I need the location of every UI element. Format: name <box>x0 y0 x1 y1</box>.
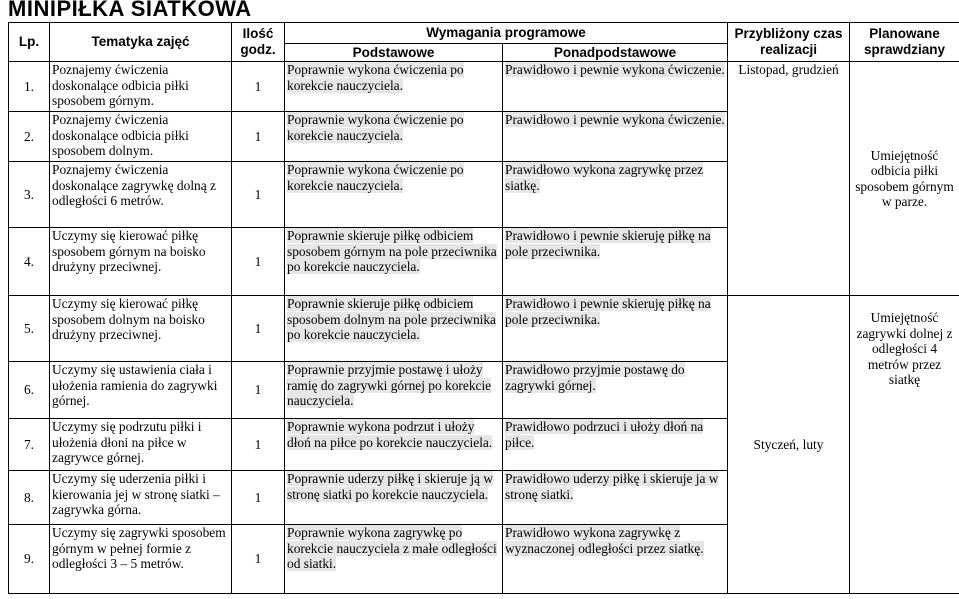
row-qty: 1 <box>232 419 285 471</box>
row-topic: Uczymy się ustawienia ciała i ułożenia ramienia do zagrywki górnej. <box>50 362 232 419</box>
header-lp: Lp. <box>9 23 50 62</box>
time-group-2: Styczeń, luty <box>728 296 850 594</box>
basic-text: Poprawnie przyjmie postawę i ułoży ramię do zagrywki górnej po korekcie nauczyciela. <box>287 362 492 408</box>
advanced-text: Prawidłowo i pewnie skieruję piłkę na pole przeciwnika. <box>505 296 711 327</box>
row-qty: 1 <box>232 296 285 362</box>
row-number: 4. <box>9 228 50 296</box>
header-checks: Planowane sprawdziany <box>850 23 959 62</box>
row-topic: Poznajemy ćwiczenia doskonalące zagrywkę dolną z odległości 6 metrów. <box>50 162 232 228</box>
row-basic <box>285 525 503 594</box>
advanced-text: Prawidłowo przyjmie postawę do zagrywki górnej. <box>505 362 685 393</box>
row-basic <box>285 162 503 228</box>
advanced-text: Prawidłowo wykona zagrywkę przez siatkę. <box>505 162 704 193</box>
header-topic: Tematyka zajęć <box>50 23 232 62</box>
row-number: 5. <box>9 296 50 362</box>
basic-text: Poprawnie wykona ćwiczenie po korekcie nauczyciela. <box>287 162 464 193</box>
row-qty: 1 <box>232 62 285 112</box>
row-basic <box>285 471 503 525</box>
row-basic <box>285 419 503 471</box>
row-qty: 1 <box>232 228 285 296</box>
check-group-2: Umiejętność zagrywki dolnej z odległości 4 metrów przez siatkę <box>850 296 959 594</box>
row-qty: 1 <box>232 162 285 228</box>
basic-text: Poprawnie uderzy piłkę i skieruje ją w stronę siatki po korekcie nauczyciela. <box>287 471 494 502</box>
row-advanced <box>503 362 728 419</box>
row-topic: Uczymy się kierować piłkę sposobem górnym na boisko drużyny przeciwnej. <box>50 228 232 296</box>
row-advanced <box>503 296 728 362</box>
header-qty: Ilość godz. <box>232 23 285 62</box>
check-group-1: Umiejętność odbicia piłki sposobem górnym w parze. <box>850 62 959 296</box>
row-advanced <box>503 112 728 162</box>
basic-text: Poprawnie skieruje piłkę odbiciem sposobem górnym na pole przeciwnika po korekcie nauczyciela. <box>287 228 497 274</box>
row-topic: Poznajemy ćwiczenia doskonalące odbicia piłki sposobem dolnym. <box>50 112 232 162</box>
row-advanced <box>503 525 728 594</box>
basic-text: Poprawnie wykona zagrywkę po korekcie nauczyciela z małe odległości od siatki. <box>287 525 497 571</box>
row-qty: 1 <box>232 471 285 525</box>
row-basic <box>285 62 503 112</box>
row-topic: Uczymy się kierować piłkę sposobem dolnym na boisko drużyny przeciwnej. <box>50 296 232 362</box>
row-number: 3. <box>9 162 50 228</box>
row-number: 6. <box>9 362 50 419</box>
advanced-text: Prawidłowo i pewnie skieruję piłkę na pole przeciwnika. <box>505 228 711 259</box>
row-basic <box>285 228 503 296</box>
row-qty: 1 <box>232 525 285 594</box>
header-basic: Podstawowe <box>285 44 503 62</box>
row-topic: Uczymy się zagrywki sposobem górnym w pełnej formie z odległości 3 – 5 metrów. <box>50 525 232 594</box>
basic-text: Poprawnie wykona podrzut i ułoży dłoń na piłce po korekcie nauczyciela. <box>287 419 493 450</box>
row-advanced <box>503 228 728 296</box>
row-topic: Uczymy się uderzenia piłki i kierowania jej w stronę siatki – zagrywka górna. <box>50 471 232 525</box>
row-topic: Poznajemy ćwiczenia doskonalące odbicia piłki sposobem górnym. <box>50 62 232 112</box>
advanced-text: Prawidłowo wykona zagrywkę z wyznaczonej odległości przez siatkę. <box>505 525 704 556</box>
header-advanced: Ponadpodstawowe <box>503 44 728 62</box>
header-requirements: Wymagania programowe <box>285 23 728 44</box>
advanced-text: Prawidłowo i pewnie wykona ćwiczenie. <box>505 62 725 77</box>
row-advanced <box>503 419 728 471</box>
row-basic <box>285 362 503 419</box>
advanced-text: Prawidłowo podrzuci i ułoży dłoń na piłce. <box>505 419 704 450</box>
advanced-text: Prawidłowo uderzy piłkę i skieruje ja w stronę siatki. <box>505 471 719 502</box>
row-number: 8. <box>9 471 50 525</box>
table-row <box>9 296 959 362</box>
row-number: 2. <box>9 112 50 162</box>
row-qty: 1 <box>232 362 285 419</box>
row-advanced <box>503 62 728 112</box>
curriculum-table <box>8 22 959 594</box>
row-number: 7. <box>9 419 50 471</box>
table-row <box>9 62 959 112</box>
row-number: 9. <box>9 525 50 594</box>
page-title: MINIPIŁKA SIATKOWA <box>8 0 252 21</box>
row-qty: 1 <box>232 112 285 162</box>
row-number: 1. <box>9 62 50 112</box>
advanced-text: Prawidłowo i pewnie wykona ćwiczenie. <box>505 112 725 127</box>
row-topic: Uczymy się podrzutu piłki i ułożenia dłoni na piłce w zagrywce górnej. <box>50 419 232 471</box>
header-time: Przybliżony czas realizacji <box>728 23 850 62</box>
basic-text: Poprawnie skieruje piłkę odbiciem sposobem dolnym na pole przeciwnika po korekcie nauczyciela. <box>287 296 496 342</box>
row-advanced <box>503 162 728 228</box>
row-basic <box>285 296 503 362</box>
basic-text: Poprawnie wykona ćwiczenia po korekcie nauczyciela. <box>287 62 464 93</box>
row-basic <box>285 112 503 162</box>
time-group-1: Listopad, grudzień <box>728 62 850 296</box>
basic-text: Poprawnie wykona ćwiczenie po korekcie nauczyciela. <box>287 112 464 143</box>
row-advanced <box>503 471 728 525</box>
